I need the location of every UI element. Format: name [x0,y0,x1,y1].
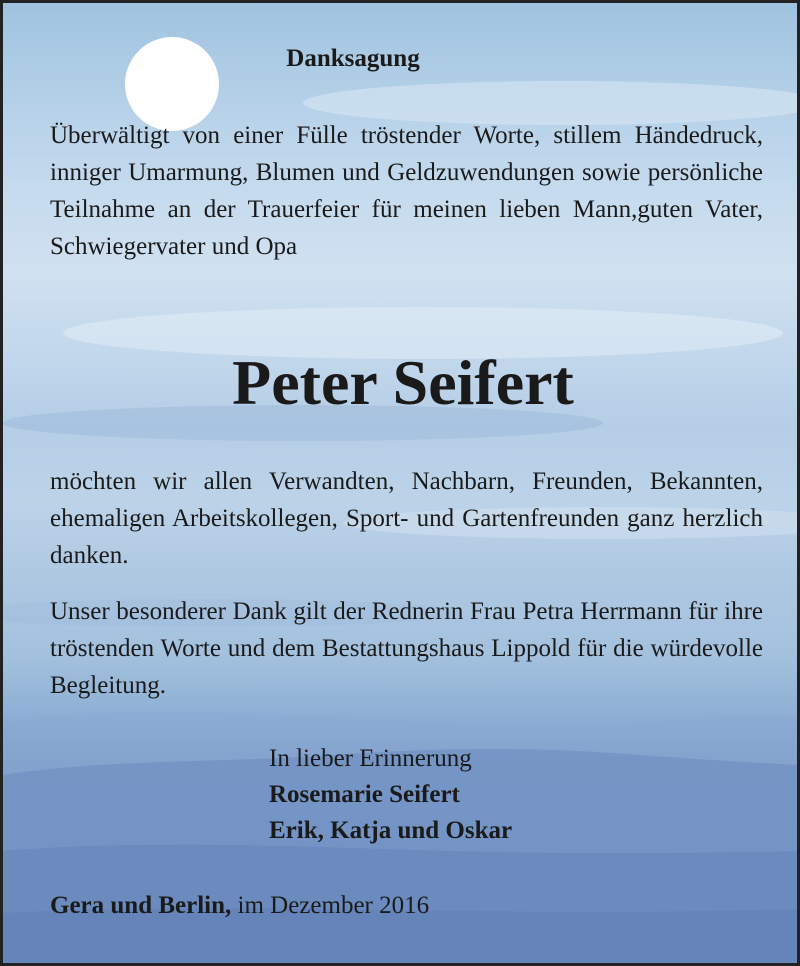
thanks-paragraph: möchten wir allen Verwandten, Nachbarn, Freunden, Bekannten, ehemaligen Arbeitskollegen, Sport- und Gartenfreunden ganz herzlich danken. [50,468,763,569]
place-date-line [50,888,429,924]
signatory-widow: Rosemarie Seifert [269,781,460,808]
notice-heading: Danksagung [286,45,420,72]
deceased-name: Peter Seifert [232,347,574,418]
special-thanks-paragraph: Unser besonderer Dank gilt der Rednerin Frau Petra Herrmann für ihre tröstenden Worte und dem Bestattungshaus Lippold für die würdevolle Begleitung. [50,598,763,699]
closing-remembrance: In lieber Erinnerung [269,745,472,772]
date: im Dezember 2016 [237,892,430,919]
place: Gera und Berlin, [50,892,232,919]
signatory-family: Erik, Katja und Oskar [269,817,513,844]
intro-paragraph: Überwältigt von einer Fülle tröstender Worte, stillem Händedruck, inniger Umarmung, Blumen und Geldzuwendungen sowie persönliche Teilnahme an der Trauerfeier für meinen lieben Mann,guten Vater, Schwiegervater und Opa [50,122,763,260]
